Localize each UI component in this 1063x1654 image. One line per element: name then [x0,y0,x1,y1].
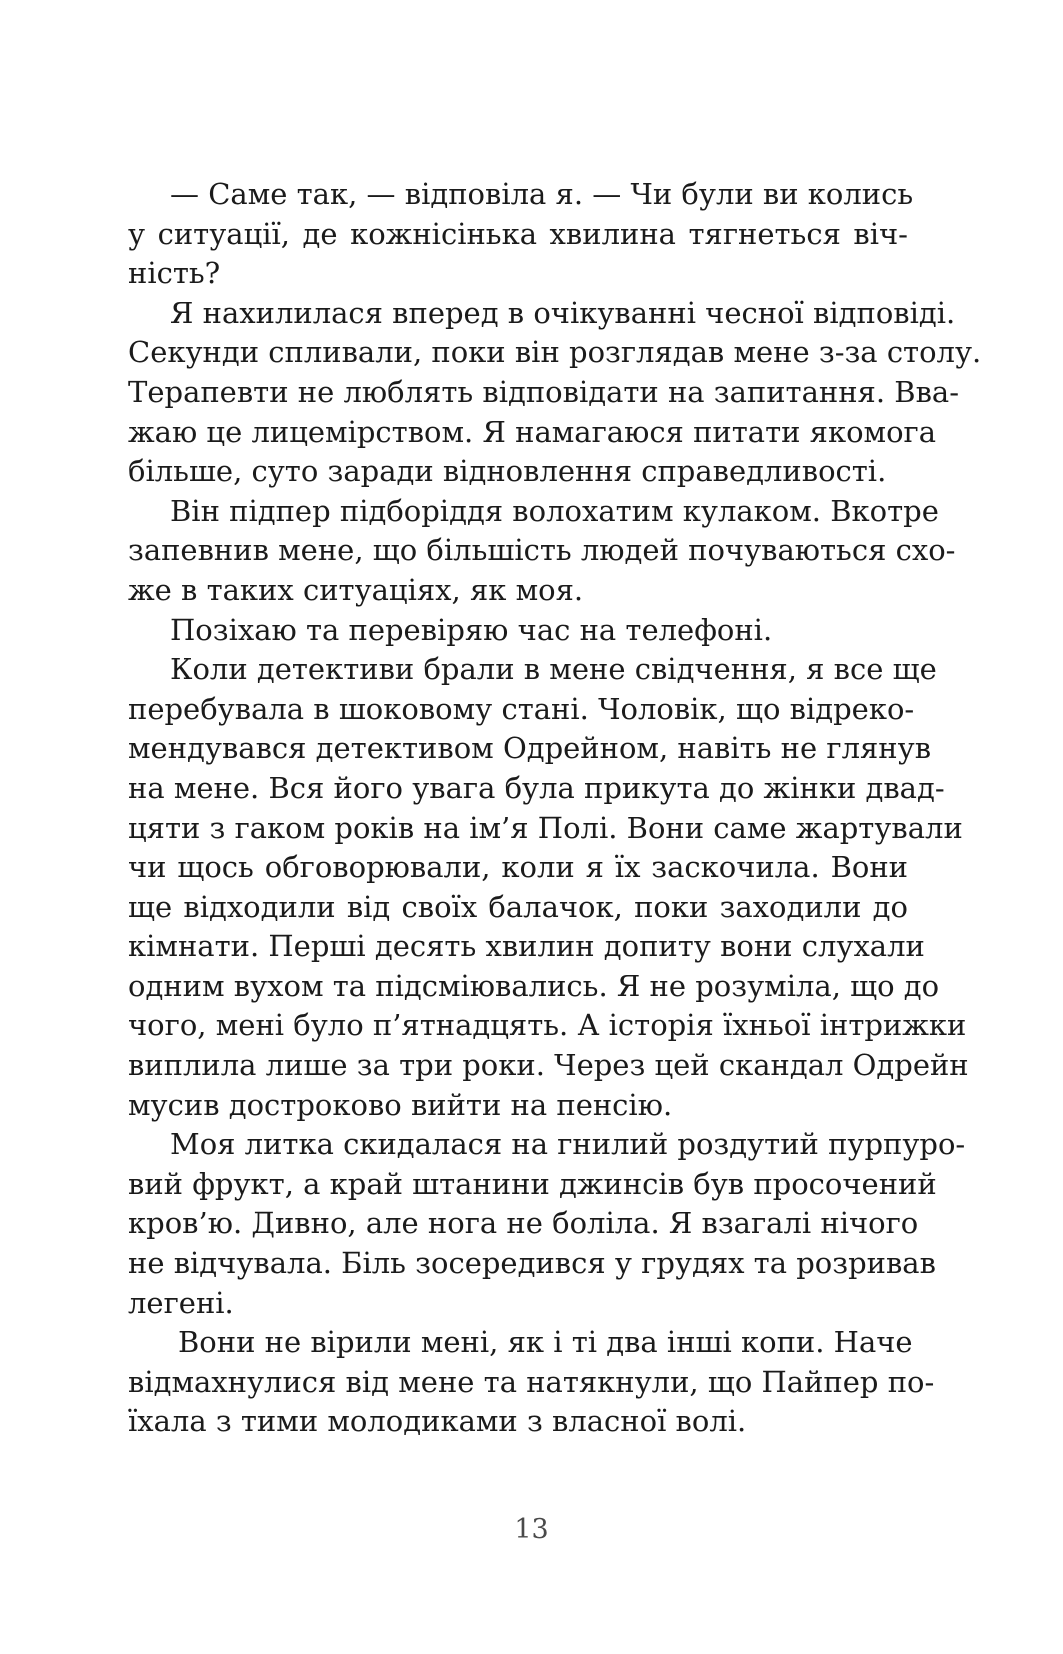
text-line: більше, суто заради відновлення справедливості. [128,454,887,489]
text-line: кімнати. Перші десять хвилин допиту вони слухали [128,929,925,964]
text-line: запевнив мене, що більшість людей почуваються схо- [128,533,956,568]
text-line: чого, мені було п’ятнадцять. А історія їхньої інтрижки [128,1008,967,1043]
text-line: Я нахилилася вперед в очікуванні чесної відповіді. [170,295,956,330]
text-line: легені. [128,1285,234,1320]
text-line: кров’ю. Дивно, але нога не боліла. Я взагалі нічого [128,1206,919,1241]
text-line: Позіхаю та перевіряю час на телефоні. [170,612,773,647]
body-text [128,175,982,1442]
text-line: на мене. Вся його увага була прикута до жінки двад- [128,770,945,805]
text-line: ще відходили від своїх балачок, поки заходили до [128,889,908,924]
text-line: Моя литка скидалася на гнилий роздутий пурпуро- [170,1127,966,1162]
text-line: мендувався детективом Одрейном, навіть не глянув [128,731,932,766]
text-line: ність? [128,256,221,291]
text-line: чи щось обговорювали, коли я їх заскочила. Вони [128,850,908,885]
text-line: у ситуації, де кожнісінька хвилина тягнеться віч- [128,216,908,251]
text-line: вий фрукт, а край штанини джинсів був просочений [128,1166,937,1201]
text-line: жаю це лицемірством. Я намагаюся питати якомога [128,414,937,449]
text-line: цяти з гаком років на ім’я Полі. Вони саме жартували [128,810,963,845]
text-line: — Саме так, — відповіла я. — Чи були ви колись [170,177,914,211]
text-line: не відчувала. Біль зосередився у грудях та розривав [128,1246,936,1281]
text-line: же в таких ситуаціях, як моя. [128,572,584,607]
text-line: їхала з тими молодиками з власної волі. [128,1404,747,1439]
text-line: перебувала в шоковому стані. Чоловік, що відреко- [128,691,915,726]
text-line: Секунди спливали, поки він розглядав мене з-за столу. [128,335,982,370]
text-line: відмахнулися від мене та натякнули, що Пайпер по- [128,1364,935,1399]
page-number: 13 [514,1514,549,1545]
text-line: виплила лише за три роки. Через цей скандал Одрейн [128,1048,969,1083]
text-line: Він підпер підборіддя волохатим кулаком. Вкотре [170,493,939,528]
text-line: Коли детективи брали в мене свідчення, я все ще [170,652,937,687]
text-line: мусив достроково вийти на пенсію. [128,1087,673,1122]
text-line: Терапевти не люблять відповідати на запитання. Вва- [128,374,960,409]
text-line: Вони не вірили мені, як і ті два інші копи. Наче [178,1325,913,1360]
text-line: одним вухом та підсміювались. Я не розуміла, що до [128,968,940,1003]
